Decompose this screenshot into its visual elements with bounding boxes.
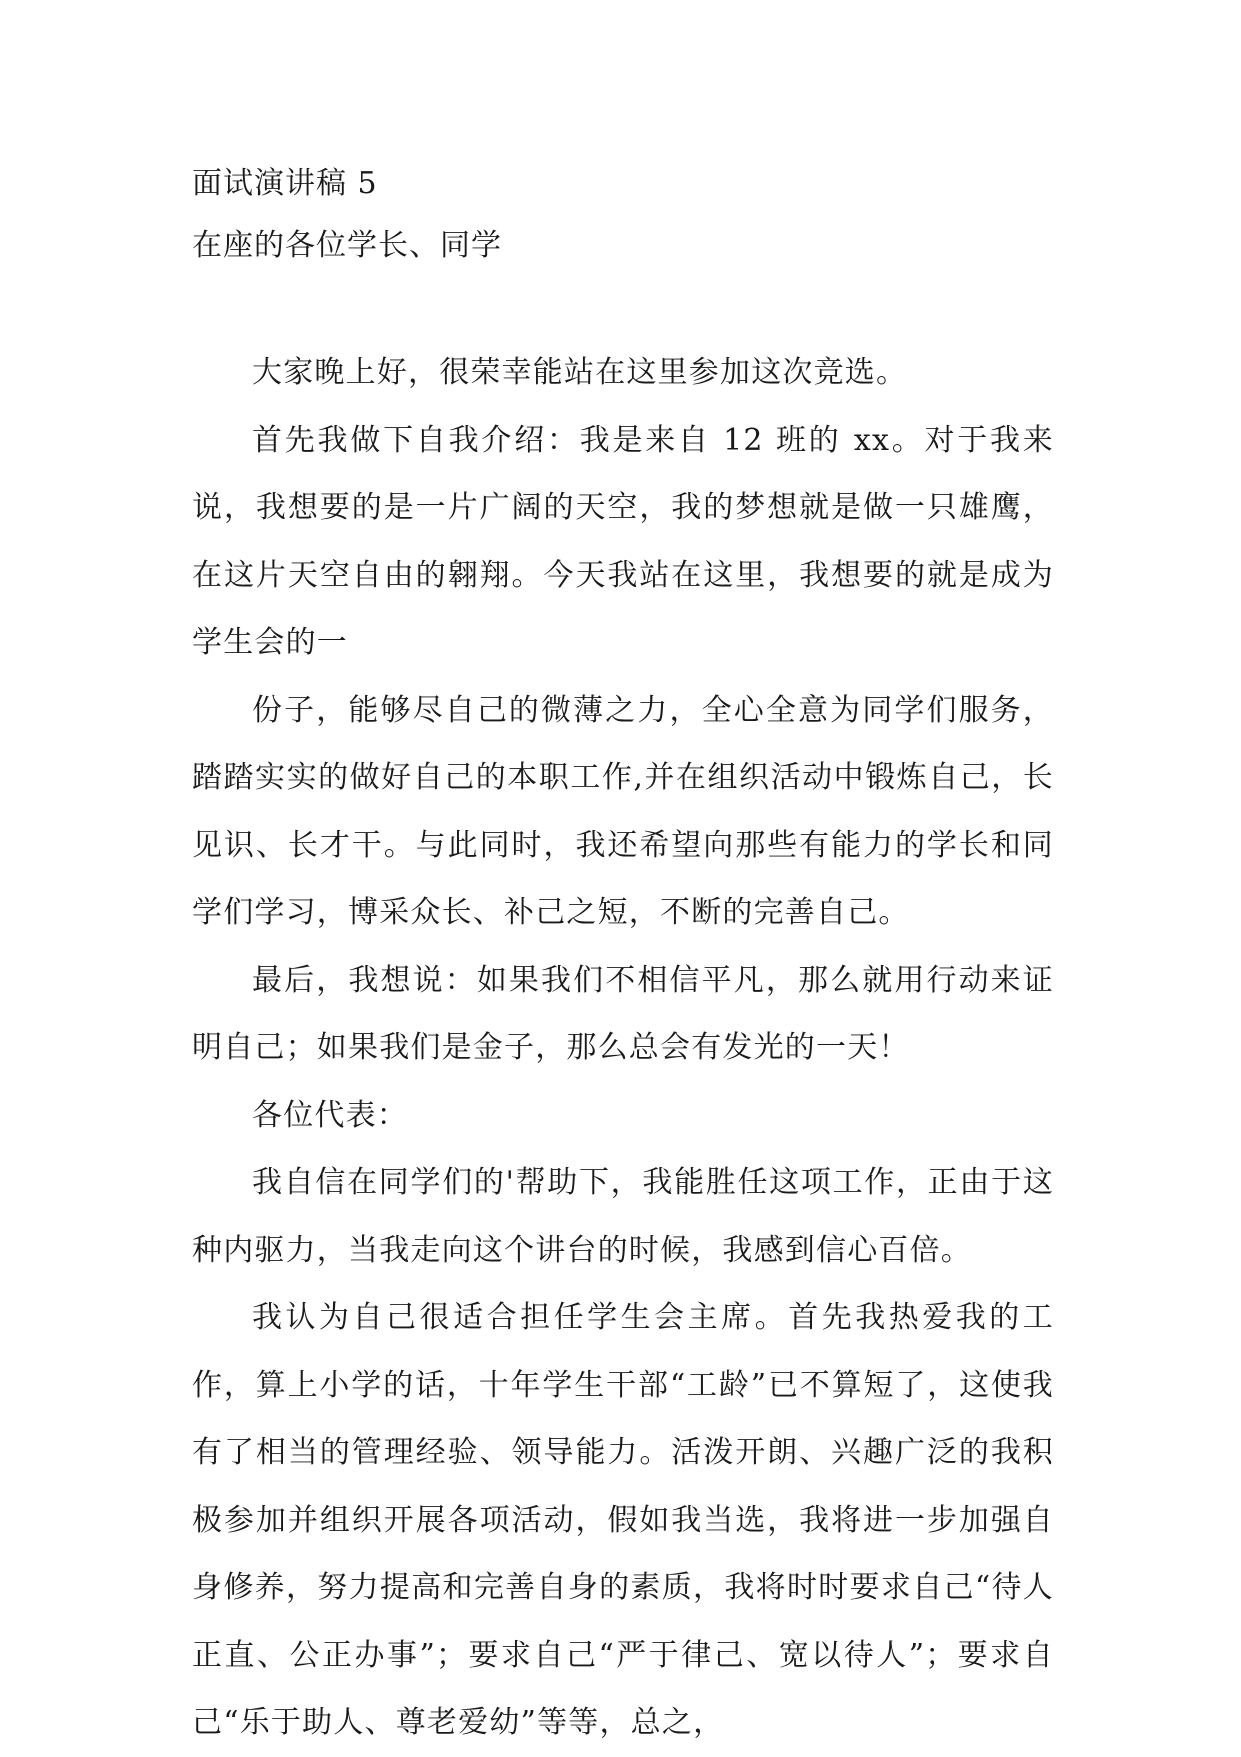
document-title: 面试演讲稿 5 — [192, 166, 378, 201]
paragraph: 最后，我想说：如果我们不相信平凡，那么就用行动来证明自己；如果我们是金子，那么总会有发光的一天！ — [192, 962, 1054, 1065]
document-body — [192, 339, 1054, 1757]
paragraph: 首先我做下自我介绍：我是来自 12 班的 xx。对于我来说，我想要的是一片广阔的天空，我的梦想就是做一只雄鹰，在这片天空自由的翱翔。今天我站在这里，我想要的就是成为学生会的一 — [192, 422, 1054, 660]
paragraph: 大家晚上好，很荣幸能站在这里参加这次竞选。 — [252, 355, 908, 390]
document-page — [192, 0, 1054, 1754]
paragraph: 各位代表： — [252, 1097, 408, 1133]
document-greeting: 在座的各位学长、同学 — [192, 228, 502, 263]
paragraph: 我认为自己很适合担任学生会主席。首先我热爱我的工作，算上小学的话，十年学生干部“工龄”已不算短了，这使我有了相当的管理经验、领导能力。活泼开朗、兴趣广泛的我积极参加并组织开展各项活动，假如我当选，我将进一步加强自身修养，努力提高和完善自身的素质，我将时时要求自己“待人正直、公正办事”；要求自己“严于律己、宽以待人”；要求自己“乐于助人、尊老爱幼”等等，总之， — [192, 1300, 1054, 1740]
paragraph: 份子，能够尽自己的微薄之力，全心全意为同学们服务，踏踏实实的做好自己的本职工作,并在组织活动中锻炼自己，长见识、长才干。与此同时，我还希望向那些有能力的学长和同学们学习，博采众长、补己之短，不断的完善自己。 — [192, 692, 1054, 930]
paragraph: 我自信在同学们的'帮助下，我能胜任这项工作，正由于这种内驱力，当我走向这个讲台的时候，我感到信心百倍。 — [192, 1165, 1054, 1268]
